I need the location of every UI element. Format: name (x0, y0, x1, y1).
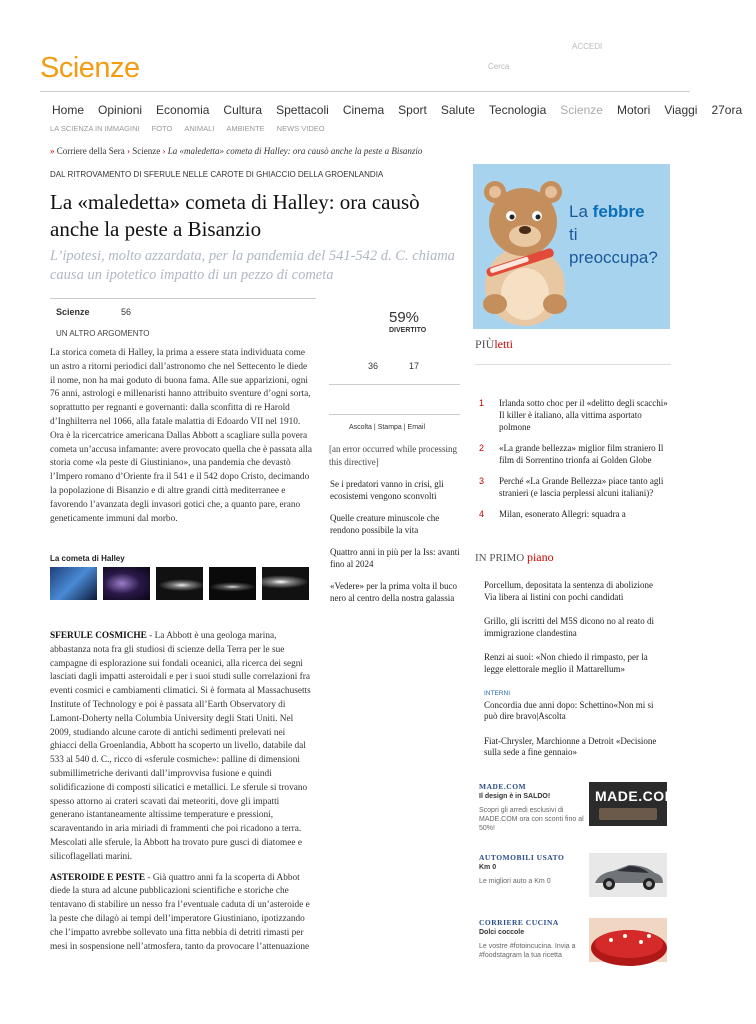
heading-word: piano (526, 550, 554, 564)
divider (329, 384, 460, 385)
article-kicker: DAL RITROVAMENTO DI SFERULE NELLE CAROTE DI GHIACCIO DELLA GROENLANDIA (50, 170, 384, 179)
stats-count: 56 (121, 307, 132, 317)
promo-cars[interactable] (479, 853, 674, 886)
error-message: [an error occurred while processing this directive] (329, 444, 457, 467)
sub-nav (50, 124, 337, 133)
most-read-item[interactable] (479, 475, 669, 499)
nav-item[interactable]: Economia (156, 103, 210, 117)
mood-count: 17 (409, 361, 420, 371)
paragraph-heading: ASTEROIDE E PESTE (50, 872, 146, 883)
primo-text: Concordia due anni dopo: Schettino«Non mi si può dire bravo|Ascolta (484, 699, 654, 721)
promo-image (589, 782, 677, 826)
nav-item-active[interactable]: Scienze (560, 103, 603, 117)
gallery-thumb[interactable] (209, 567, 256, 600)
divider (475, 364, 671, 365)
item-number: 2 (479, 443, 485, 453)
main-nav (52, 103, 756, 117)
item-number: 3 (479, 476, 485, 486)
heading-prefix: PIÙ (475, 337, 495, 351)
nav-item[interactable]: Cinema (342, 103, 385, 117)
related-link[interactable]: Quelle creature minuscole che rendono possibile la vita (330, 513, 440, 535)
nav-item[interactable]: Cultura (223, 103, 263, 117)
promo-title: Km 0 (479, 864, 497, 871)
promo-car-image (589, 853, 667, 897)
primo-item[interactable]: Renzi ai suoi: «Non chiedo il rimpasto, per la legge elettorale meglio il Mattarellum» (484, 652, 648, 674)
paragraph (50, 872, 312, 955)
promo-title: Dolci coccole (479, 929, 525, 936)
nav-item[interactable]: Salute (440, 103, 475, 117)
mood-label: DIVERTITO (389, 327, 427, 334)
primo-item[interactable]: Grillo, gli iscritti del M5S dicono no al reato di immigrazione clandestina (484, 616, 654, 638)
subnav-item[interactable]: AMBIENTE (226, 124, 265, 133)
mood-count: 36 (368, 361, 379, 371)
item-text: Milan, esonerato Allegri: squadra a (499, 509, 626, 519)
promo-cucina[interactable] (479, 918, 674, 960)
breadcrumb-section[interactable]: Scienze (132, 146, 161, 156)
photo-gallery (50, 567, 309, 600)
stats-section-label[interactable]: Scienze (56, 307, 90, 317)
paragraph (50, 630, 312, 865)
item-number: 1 (479, 398, 485, 408)
nav-item[interactable]: Opinioni (98, 103, 143, 117)
promo-head: AUTOMOBILI USATO (479, 853, 565, 862)
breadcrumb-arrow: » (50, 146, 55, 156)
gallery-thumb[interactable] (262, 567, 309, 600)
breadcrumb-site[interactable]: Corriere della Sera (56, 146, 125, 156)
primo-item[interactable]: Fiat-Chrysler, Marchionne a Detroit «Decisione sulla sede a fine gennaio» (484, 735, 657, 757)
divider (50, 298, 316, 299)
most-read-item[interactable] (479, 508, 669, 520)
paragraph-heading: SFERULE COSMICHE (50, 631, 147, 641)
ad-text (569, 200, 670, 269)
mood-percent: 59% (389, 309, 420, 326)
most-read-heading (475, 337, 513, 352)
nav-item[interactable]: Tecnologia (488, 103, 547, 117)
subnav-item[interactable]: ANIMALI (184, 124, 215, 133)
other-topic-link[interactable]: UN ALTRO ARGOMENTO (56, 329, 150, 338)
nav-item[interactable]: 27ora (711, 103, 743, 117)
promo-head: MADE.COM (479, 782, 527, 791)
nav-item[interactable]: Motori (616, 103, 651, 117)
article-subtitle: L’ipotesi, molto azzardata, per la pandemia del 541-542 d. C. chiama causa un ipotetico impatto di un pezzo di cometa (50, 248, 455, 283)
gallery-title: La cometa di Halley (50, 554, 125, 563)
nav-item[interactable]: Viaggi (664, 103, 698, 117)
related-links (330, 478, 463, 614)
paragraph-text: - La Abbott è una geologa marina, abbastanza nota fra gli studiosi di scienze della Terra per le sue campagne di esplorazione sui fondali oceanici, alla ricerca dei segni lasciati dagli impatti asteroidali e per i suoi studi sulle correlazioni fra eventi cosmici e cambiamenti climatici. Si è formata al Massachusetts Institute of Technology e poi è passata all’Earth Observatory di Lamont-Doherty nella Columbia University degli Stati Uniti. Nel 2009, studiando alcune carote di antichi sedimenti prelevati nei ghiacci della Groenlandia, Abbott ha scoperto un livello, databile dal 533 al 540 d. C., ricco di «sferule cosmiche»: palline di dimensioni submillimetriche derivanti dall’improvvisa fusione e quindi solidificazione di composti silicatici e metallici. Le sferule si trovano spesso attorno ai crateri scavati dai meteoriti, dove gli impatti generano istantaneamente altissime temperature e pressioni, scaraventando in aria miriadi di frammenti che poi ricadono a terra. Mescolati alle sferule, la Abbott ha trovato pure gusci di diatomee e silicoflagellati marini. (50, 631, 311, 862)
section-logo[interactable]: Scienze (40, 52, 140, 84)
breadcrumb-current: La «maledetta» cometa di Halley: ora causò anche la peste a Bisanzio (167, 146, 423, 156)
ad-banner[interactable] (473, 164, 670, 329)
promo-cake-image (589, 918, 667, 962)
promo-logo: MADE.COM (595, 788, 677, 804)
primo-tag: INTERNI (484, 690, 510, 697)
divider (329, 414, 460, 415)
subnav-item[interactable]: NEWS VIDEO (276, 124, 325, 133)
item-text: Perché «La Grande Bellezza» piace tanto agli stranieri (e lascia perplessi alcuni italiani)? (499, 476, 664, 498)
article-body: La storica cometa di Halley, la prima a essere stata individuata come un astro a ritorni periodici dall’astronomo che nel Settecento le diede il nome, non ha mai goduto di buona fama. Alle sue apparizioni, ogni 76 anni, astrologi e millenaristi hanno attribuito sventure d’ogni sorta, soprattutto per regnanti e governanti: dalla sconfitta di re Harold d’Inghilterra nel 1066, alla fatale malattia di Edoardo VII nel 1910. Ora è la ricercatrice americana Dallas Abbott a scagliare sulla povera cometa un’accusa infamante: avere provocato quella che è passata alla storia come «la peste di Giustiniano», una pandemia che devastò l’Impero romano d’Oriente fra il 541 e il 542 dopo Cristo, decimando la popolazione di Bisanzio e di altre grandi città mediterranee e favorendo l’avanzata degli invasori gotici che, a quanto pare, erano geneticamente immuni dal morbo. (50, 348, 312, 524)
paragraph-text: - Già quattro anni fa la scoperta di Abbot diede la stura ad alcune pubblicazioni scientifiche e storiche che tentavano di stabilire un nesso fra l’eventuale caduta di un’asteroide e la peste che dilagò ai tempi dell’imperatore Giustiniano, ipotizzando che l’impatto avrebbe sollevato una fitta nebbia di detriti rimasti per mesi in sospensione nell’atmosfera, tanto da provocare l’attenuazione (50, 872, 310, 952)
promo-desc: Scopri gli arredi esclusivi di MADE.COM ora con sconti fino al 50%! (479, 807, 584, 832)
item-number: 4 (479, 509, 485, 519)
login-link[interactable]: ACCEDI (572, 42, 603, 51)
primo-item[interactable] (484, 688, 669, 723)
promo-desc: Le migliori auto a Km 0 (479, 878, 551, 885)
promo-head: CORRIERE CUCINA (479, 918, 559, 927)
breadcrumb-sep: › (162, 146, 166, 156)
in-primo-piano-list (484, 580, 669, 772)
gallery-thumb[interactable] (50, 567, 97, 600)
article-title: La «maledetta» cometa di Halley: ora causò anche la peste a Bisanzio (50, 190, 420, 241)
subnav-item[interactable]: LA SCIENZA IN IMMAGINI (50, 124, 140, 133)
in-primo-piano-heading (475, 550, 554, 565)
most-read-item[interactable] (479, 397, 669, 433)
subnav-item[interactable]: FOTO (151, 124, 173, 133)
primo-item[interactable]: Porcellum, depositata la sentenza di abolizione Via libera ai listini con pochi candidati (484, 580, 653, 602)
article-tools: Ascolta | Stampa | Email (349, 424, 426, 431)
nav-item[interactable]: Spettacoli (276, 103, 329, 117)
gallery-thumb[interactable] (103, 567, 150, 600)
ad-bold: febbre (592, 202, 645, 221)
email-link[interactable]: Email (407, 424, 426, 431)
item-text: «La grande bellezza» miglior film straniero Il film di Sorrentino trionfa ai Golden Globe (499, 443, 664, 465)
nav-item[interactable]: Home (52, 103, 85, 117)
heading-word: letti (494, 337, 514, 351)
related-link[interactable]: Quattro anni in più per la Iss: avanti fino al 2024 (330, 547, 460, 569)
heading-prefix: IN PRIMO (475, 552, 525, 564)
most-read-list (479, 397, 669, 529)
related-link[interactable]: Se i predatori vanno in crisi, gli ecosistemi vengono sconvolti (330, 479, 444, 501)
breadcrumb-sep: › (126, 146, 130, 156)
header-divider (40, 91, 690, 92)
gallery-thumb[interactable] (156, 567, 203, 600)
ad-line: La (569, 202, 588, 221)
most-read-item[interactable] (479, 442, 669, 466)
breadcrumb (50, 146, 422, 156)
promo-desc: Le vostre #fotoincucina. Invia a #foodstagram la tua ricetta (479, 943, 576, 959)
promo-title: Il design è in SALDO! (479, 793, 551, 800)
article-body-continued (50, 630, 312, 961)
promo-made[interactable] (479, 782, 677, 833)
print-link[interactable]: Stampa (377, 424, 402, 431)
item-text: Irlanda sotto choc per il «delitto degli scacchi» Il killer è italiano, alla vittima asportato polmone (499, 398, 668, 432)
nav-item[interactable]: Sport (398, 103, 427, 117)
listen-link[interactable]: Ascolta (349, 424, 372, 431)
search-input[interactable]: Cerca (488, 62, 510, 71)
ad-line: ti preoccupa? (569, 225, 658, 267)
related-link[interactable]: «Vedere» per la prima volta il buco nero al centro della nostra galassia (330, 581, 457, 603)
